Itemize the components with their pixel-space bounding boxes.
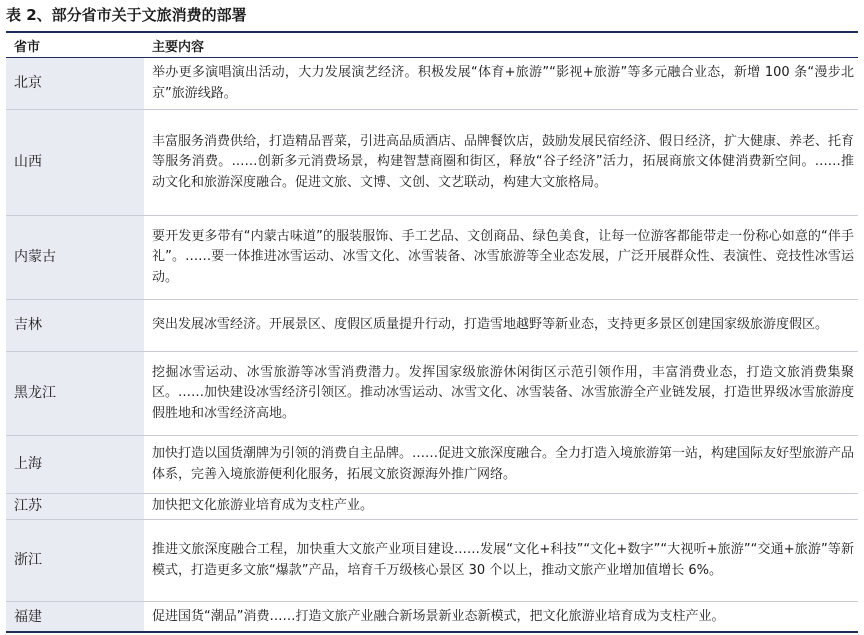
province-cell: 福建: [6, 602, 144, 632]
content-cell: 要开发更多带有“内蒙古味道”的服装服饰、手工艺品、文创商品、绿色美食，让每一位游客都能带走一份称心如意的“伴手礼”。……要一体推进冰雪运动、冰雪文化、冰雪装备、冰雪旅游等全业态发展，广泛开展群众性、表演性、竞技性冰雪运动。: [144, 216, 858, 300]
header-row: [6, 33, 858, 58]
province-cell: 上海: [6, 436, 144, 494]
bottom-rule: [6, 631, 858, 633]
table-row: [6, 352, 858, 436]
content-cell: 举办更多演唱演出活动，大力发展演艺经济。积极发展“体育+旅游”“影视+旅游”等多元融合业态，新增 100 条“漫步北京”旅游线路。: [144, 58, 858, 110]
header-province: 省市: [6, 33, 144, 58]
table-row: [6, 436, 858, 494]
province-cell: 内蒙古: [6, 216, 144, 300]
deployment-table: [6, 33, 858, 632]
province-cell: 山西: [6, 110, 144, 216]
content-cell: 加快把文化旅游业培育成为支柱产业。: [144, 494, 858, 520]
content-cell: 挖掘冰雪运动、冰雪旅游等冰雪消费潜力。发挥国家级旅游休闲街区示范引领作用，丰富消费业态，打造文旅消费集聚区。……加快建设冰雪经济引领区。推动冰雪运动、冰雪文化、冰雪装备、冰雪旅游全产业链发展，打造世界级冰雪旅游度假胜地和冰雪经济高地。: [144, 352, 858, 436]
table-row: [6, 300, 858, 352]
province-cell: 黑龙江: [6, 352, 144, 436]
table-row: [6, 110, 858, 216]
header-content: 主要内容: [144, 33, 858, 58]
province-cell: 江苏: [6, 494, 144, 520]
province-cell: 浙江: [6, 520, 144, 602]
content-cell: 促进国货“潮品”消费……打造文旅产业融合新场景新业态新模式，把文化旅游业培育成为支柱产业。: [152, 608, 725, 624]
province-cell: 北京: [6, 58, 144, 110]
content-cell: 加快打造以国货潮牌为引领的消费自主品牌。……促进文旅深度融合。全力打造入境旅游第一站，构建国际友好型旅游产品体系，完善入境旅游便利化服务，拓展文旅资源海外推广网络。: [144, 436, 858, 494]
table-row: [6, 216, 858, 300]
table-row: [6, 520, 858, 602]
table-row: [6, 494, 858, 520]
content-cell: 推进文旅深度融合工程，加快重大文旅产业项目建设……发展“文化+科技”“文化+数字”“大视听+旅游”“交通+旅游”等新模式，打造更多文旅“爆款”产品，培育千万级核心景区 30 个以上，推动文旅产业增加值增长 6%。: [144, 520, 858, 602]
table-row: [6, 602, 858, 632]
table-row: [6, 58, 858, 110]
content-cell: 丰富服务消费供给，打造精品晋菜，引进高品质酒店、品牌餐饮店，鼓励发展民宿经济、假日经济，扩大健康、养老、托育等服务消费。……创新多元消费场景，构建智慧商圈和街区，释放“谷子经济”活力，拓展商旅文体健消费新空间。……推动文化和旅游深度融合。促进文旅、文博、文创、文艺联动，构建大文旅格局。: [144, 110, 858, 216]
table-title: 表 2、部分省市关于文旅消费的部署: [6, 6, 247, 24]
province-cell: 吉林: [6, 300, 144, 352]
content-cell: 突出发展冰雪经济。开展景区、度假区质量提升行动，打造雪地越野等新业态，支持更多景区创建国家级旅游度假区。: [144, 300, 858, 352]
